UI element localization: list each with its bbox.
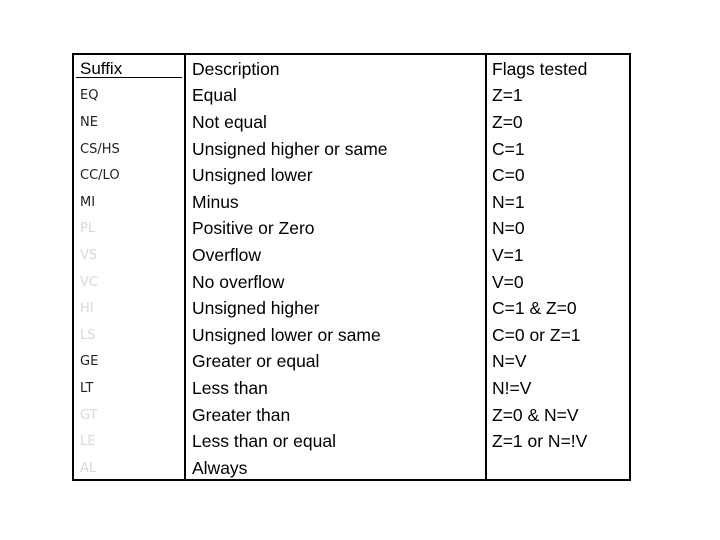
table-row xyxy=(74,375,629,402)
description-cell: Positive or Zero xyxy=(192,218,315,239)
suffix-cell: CC/LO xyxy=(80,168,120,184)
flags-cell: N!=V xyxy=(492,377,532,398)
flags-cell: N=V xyxy=(492,351,527,372)
suffix-cell: VS xyxy=(80,247,98,263)
description-cell: Greater than xyxy=(192,404,291,425)
flags-cell: Z=0 xyxy=(492,111,523,132)
table-row xyxy=(74,83,629,110)
flags-cell: Z=1 or N=!V xyxy=(492,431,588,452)
suffix-header: Suffix xyxy=(80,59,123,79)
description-cell: Overflow xyxy=(192,244,262,265)
flags-cell: V=0 xyxy=(492,271,524,292)
table-row xyxy=(74,269,629,296)
suffix-cell: AL xyxy=(80,460,97,476)
flags-cell: N=0 xyxy=(492,218,525,239)
suffix-cell: HI xyxy=(80,301,94,317)
table-row xyxy=(74,428,629,455)
header-row xyxy=(74,56,629,83)
description-cell: Unsigned higher xyxy=(192,298,320,319)
table-row xyxy=(74,189,629,216)
table-row xyxy=(74,242,629,269)
table-row xyxy=(74,349,629,376)
suffix-cell: CS/HS xyxy=(80,141,120,157)
table-row xyxy=(74,136,629,163)
flags-cell: Z=0 & N=V xyxy=(492,404,579,425)
suffix-cell: PL xyxy=(80,221,96,237)
table-row xyxy=(74,295,629,322)
suffix-cell: LE xyxy=(80,434,96,450)
description-cell: Not equal xyxy=(192,111,267,132)
suffix-cell: VC xyxy=(80,274,98,290)
description-cell: Greater or equal xyxy=(192,351,320,372)
description-cell: Minus xyxy=(192,191,239,212)
table-row xyxy=(74,322,629,349)
flags-cell: N=1 xyxy=(492,191,525,212)
suffix-cell: LT xyxy=(80,380,94,396)
description-cell: Less than xyxy=(192,377,268,398)
description-header: Description xyxy=(192,58,280,79)
description-cell: Always xyxy=(192,457,248,478)
description-cell: Unsigned higher or same xyxy=(192,138,388,159)
table-row xyxy=(74,216,629,243)
description-cell: No overflow xyxy=(192,271,285,292)
suffix-cell: GE xyxy=(80,354,99,370)
description-cell: Unsigned lower or same xyxy=(192,324,381,345)
table-row xyxy=(74,402,629,429)
flags-cell: C=0 xyxy=(492,165,525,186)
suffix-cell: MI xyxy=(80,194,96,210)
condition-code-table xyxy=(72,53,631,481)
flags-cell: C=0 or Z=1 xyxy=(492,324,581,345)
suffix-cell: EQ xyxy=(80,88,99,104)
flags-header: Flags tested xyxy=(492,58,588,79)
flags-cell: C=1 & Z=0 xyxy=(492,298,577,319)
suffix-cell: GT xyxy=(80,407,98,423)
table-row xyxy=(74,455,629,482)
flags-cell: Z=1 xyxy=(492,85,523,106)
description-cell: Less than or equal xyxy=(192,431,336,452)
flags-cell: C=1 xyxy=(492,138,525,159)
description-cell: Unsigned lower xyxy=(192,165,313,186)
suffix-cell: NE xyxy=(80,114,98,130)
flags-cell: V=1 xyxy=(492,244,524,265)
table-row xyxy=(74,162,629,189)
description-cell: Equal xyxy=(192,85,237,106)
table-row xyxy=(74,109,629,136)
suffix-cell: LS xyxy=(80,327,96,343)
